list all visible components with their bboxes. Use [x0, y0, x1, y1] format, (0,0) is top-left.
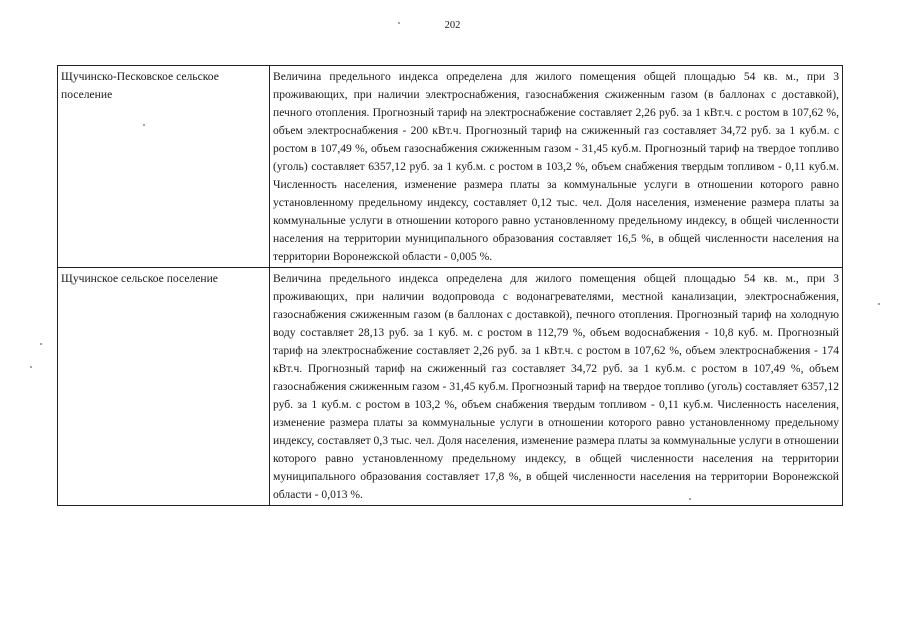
scan-speck: [878, 303, 880, 305]
table-row: [58, 66, 843, 268]
scan-speck: [398, 22, 400, 24]
scan-speck: [689, 498, 691, 500]
settlement-tariff-table: [57, 65, 843, 506]
tariff-description-cell: Величина предельного индекса определена для жилого помещения общей площадью 54 кв. м., при 3 проживающих, при наличии электроснабжения, газоснабжения сжиженным газом (в баллонах с доставкой), печного отопления. Прогнозный тариф на электроснабжение составляет 2,26 руб. за 1 кВт.ч. с ростом в 107,62 %, объем электроснабжения - 200 кВт.ч. Прогнозный тариф на сжиженный газ составляет 34,72 руб. за 1 куб.м. с ростом в 107,49 %, объем газоснабжения сжиженным газом - 31,45 куб.м. Прогнозный тариф на твердое топливо (уголь) составляет 6357,12 руб. за 1 куб.м. с ростом в 103,2 %, объем снабжения твердым топливом - 0,11 куб.м. Численность населения, изменение размера платы за коммунальные услуги в отношении которого равно установленному предельному индексу, составляет 0,12 тыс. чел. Доля населения, изменение размера платы за коммунальные услуги в отношении которого равно установленному предельному индексу, в общей численности населения на территории муниципального образования составляет 16,5 %, в общей численности населения на территории Воронежской области - 0,005 %.: [270, 66, 843, 268]
settlement-name-cell: Щучинское сельское поселение: [58, 268, 270, 506]
tariff-description-cell: Величина предельного индекса определена для жилого помещения общей площадью 54 кв. м., при 3 проживающих, при наличии водопровода с водонагревателями, местной канализации, электроснабжения, газоснабжения сжиженным газом (в баллонах с доставкой), печного отопления. Прогнозный тариф на холодную воду составляет 28,13 руб. за 1 куб. м. с ростом в 112,79 %, объем водоснабжения - 10,8 куб. м. Прогнозный тариф на электроснабжение составляет 2,26 руб. за 1 кВт.ч. с ростом в 107,62 %, объем электроснабжения - 174 кВт.ч. Прогнозный тариф на сжиженный газ составляет 34,72 руб. за 1 куб.м. с ростом в 107,49 %, объем газоснабжения сжиженным газом - 31,45 куб.м. Прогнозный тариф на твердое топливо (уголь) составляет 6357,12 руб. за 1 куб.м. с ростом в 103,2 %, объем снабжения твердым топливом - 0,11 куб.м. Численность населения, изменение размера платы за коммунальные услуги в отношении которого равно установленному предельному индексу, составляет 0,3 тыс. чел. Доля населения, изменение размера платы за коммунальные услуги в отношении которого равно установленному предельному индексу, в общей численности населения на территории муниципального образования составляет 17,8 %, в общей численности населения на территории Воронежской области - 0,013 %.: [270, 268, 843, 506]
scan-speck: [30, 366, 32, 368]
settlement-name-cell: Щучинско-Песковское сельское поселение: [58, 66, 270, 268]
scan-speck: [143, 124, 145, 126]
scan-speck: [40, 343, 42, 345]
page-number: 202: [444, 20, 461, 31]
table-row: [58, 268, 843, 506]
